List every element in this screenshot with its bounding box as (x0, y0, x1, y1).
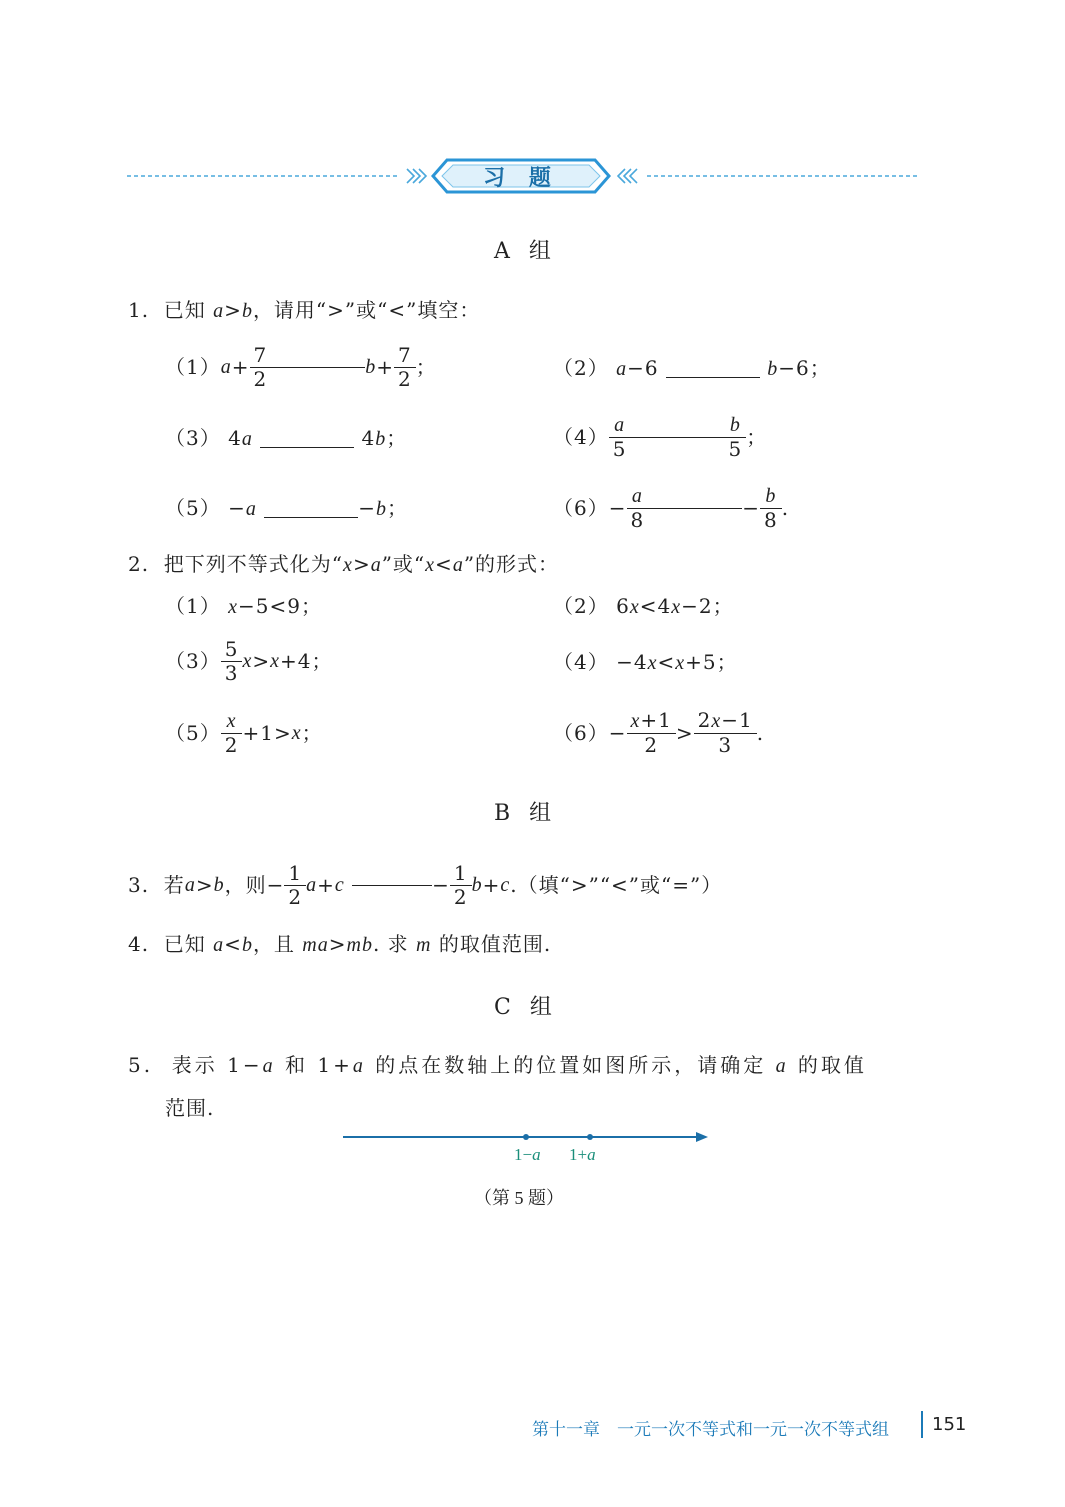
item-label: （3） (165, 426, 221, 450)
answer-blank[interactable] (648, 507, 742, 509)
problem-3: 3. 若 a > b ，则− $\frac{1}{2}$ a + c − $\frac{1}{2}$ b + c .（填“>”“<”或“=”） (128, 860, 723, 909)
answer-blank[interactable] (630, 436, 724, 438)
item-label: （6） (553, 496, 609, 520)
problem-1-item-6: （6） − $\frac{a}{8}$ − $\frac{b}{8}$ . (553, 485, 790, 532)
footer-divider (921, 1411, 923, 1438)
point-1-minus-a (523, 1134, 529, 1140)
problem-3-number: 3. (128, 873, 150, 897)
item-label: （4） (553, 650, 609, 674)
problem-2-item-2: （2） 6x<4x−2； (553, 594, 734, 618)
group-b-title: B 组 (494, 801, 558, 826)
item-label: （5） (165, 721, 221, 745)
item-label: （2） (553, 356, 609, 380)
page-number: 151 (932, 1414, 967, 1435)
answer-blank[interactable] (271, 366, 365, 368)
problem-2-number: 2. (128, 552, 150, 576)
problem-2-item-6: （6） − $\frac{x+1}{2}$ > $\frac{2x-1}{3}$ . (553, 708, 765, 757)
item-label: （2） (553, 594, 609, 618)
figure-caption: （第 5 题） (474, 1188, 564, 1208)
item-label: （3） (165, 649, 221, 673)
point-1-plus-a (587, 1134, 593, 1140)
answer-blank[interactable] (264, 516, 358, 518)
problem-2-stem: 2. 把下列不等式化为“x>a”或“x<a”的形式： (128, 552, 560, 576)
problem-2-item-4: （4） −4x<x+5； (553, 650, 738, 674)
item-label: （4） (553, 425, 609, 449)
answer-blank[interactable] (666, 376, 760, 378)
footer-chapter: 第十一章 一元一次不等式和一元一次不等式组 (532, 1420, 889, 1440)
item-label: （5） (165, 496, 221, 520)
problem-4: 4. 已知 a<b，且 ma>mb. 求 m 的取值范围. (128, 932, 552, 956)
problem-1-item-2: （2） a−6 b−6； (553, 356, 831, 380)
problem-5-number: 5. (128, 1053, 154, 1077)
problem-1-stem: 1. 已知 a>b，请用“>”或“<”填空： (128, 298, 481, 322)
answer-blank[interactable] (260, 446, 354, 448)
axis-label-1-plus-a: 1+a (569, 1145, 596, 1164)
arrow-head-icon (696, 1132, 708, 1142)
header-title: 习 题 (483, 166, 559, 191)
group-a-title: A 组 (494, 239, 557, 264)
problem-1-item-5: （5） −a −b； (165, 496, 408, 520)
problem-1-item-3: （3） 4a 4b； (165, 426, 408, 450)
axis-label-1-minus-a: 1−a (514, 1145, 541, 1164)
problem-5-line-2: 范围. (165, 1096, 215, 1120)
answer-blank[interactable] (352, 884, 432, 886)
problem-5-line-1: 5. 表示 1−a 和 1+a 的点在数轴上的位置如图所示，请确定 a 的取值 (128, 1053, 867, 1077)
problem-2-item-3: （3） $\frac{5}{3}$ x > x +4； (165, 636, 333, 685)
problem-2-item-5: （5） $\frac{x}{2}$ +1> x ； (165, 710, 323, 757)
problem-1-item-1: （1） a + $\frac{7}{2}$ b + $\frac{7}{2}$ ； (165, 342, 437, 391)
item-label: （1） (165, 355, 221, 379)
problem-1-item-4: （4） $\frac{a}{5}$ $\frac{b}{5}$ ； (553, 414, 768, 461)
header-banner (125, 152, 920, 202)
group-c-title: C 组 (494, 995, 558, 1020)
item-label: （1） (165, 594, 221, 618)
problem-1-number: 1. (128, 298, 150, 322)
problem-2-item-1: （1） x−5<9； (165, 594, 322, 618)
item-label: （6） (553, 721, 609, 745)
problem-4-number: 4. (128, 932, 150, 956)
